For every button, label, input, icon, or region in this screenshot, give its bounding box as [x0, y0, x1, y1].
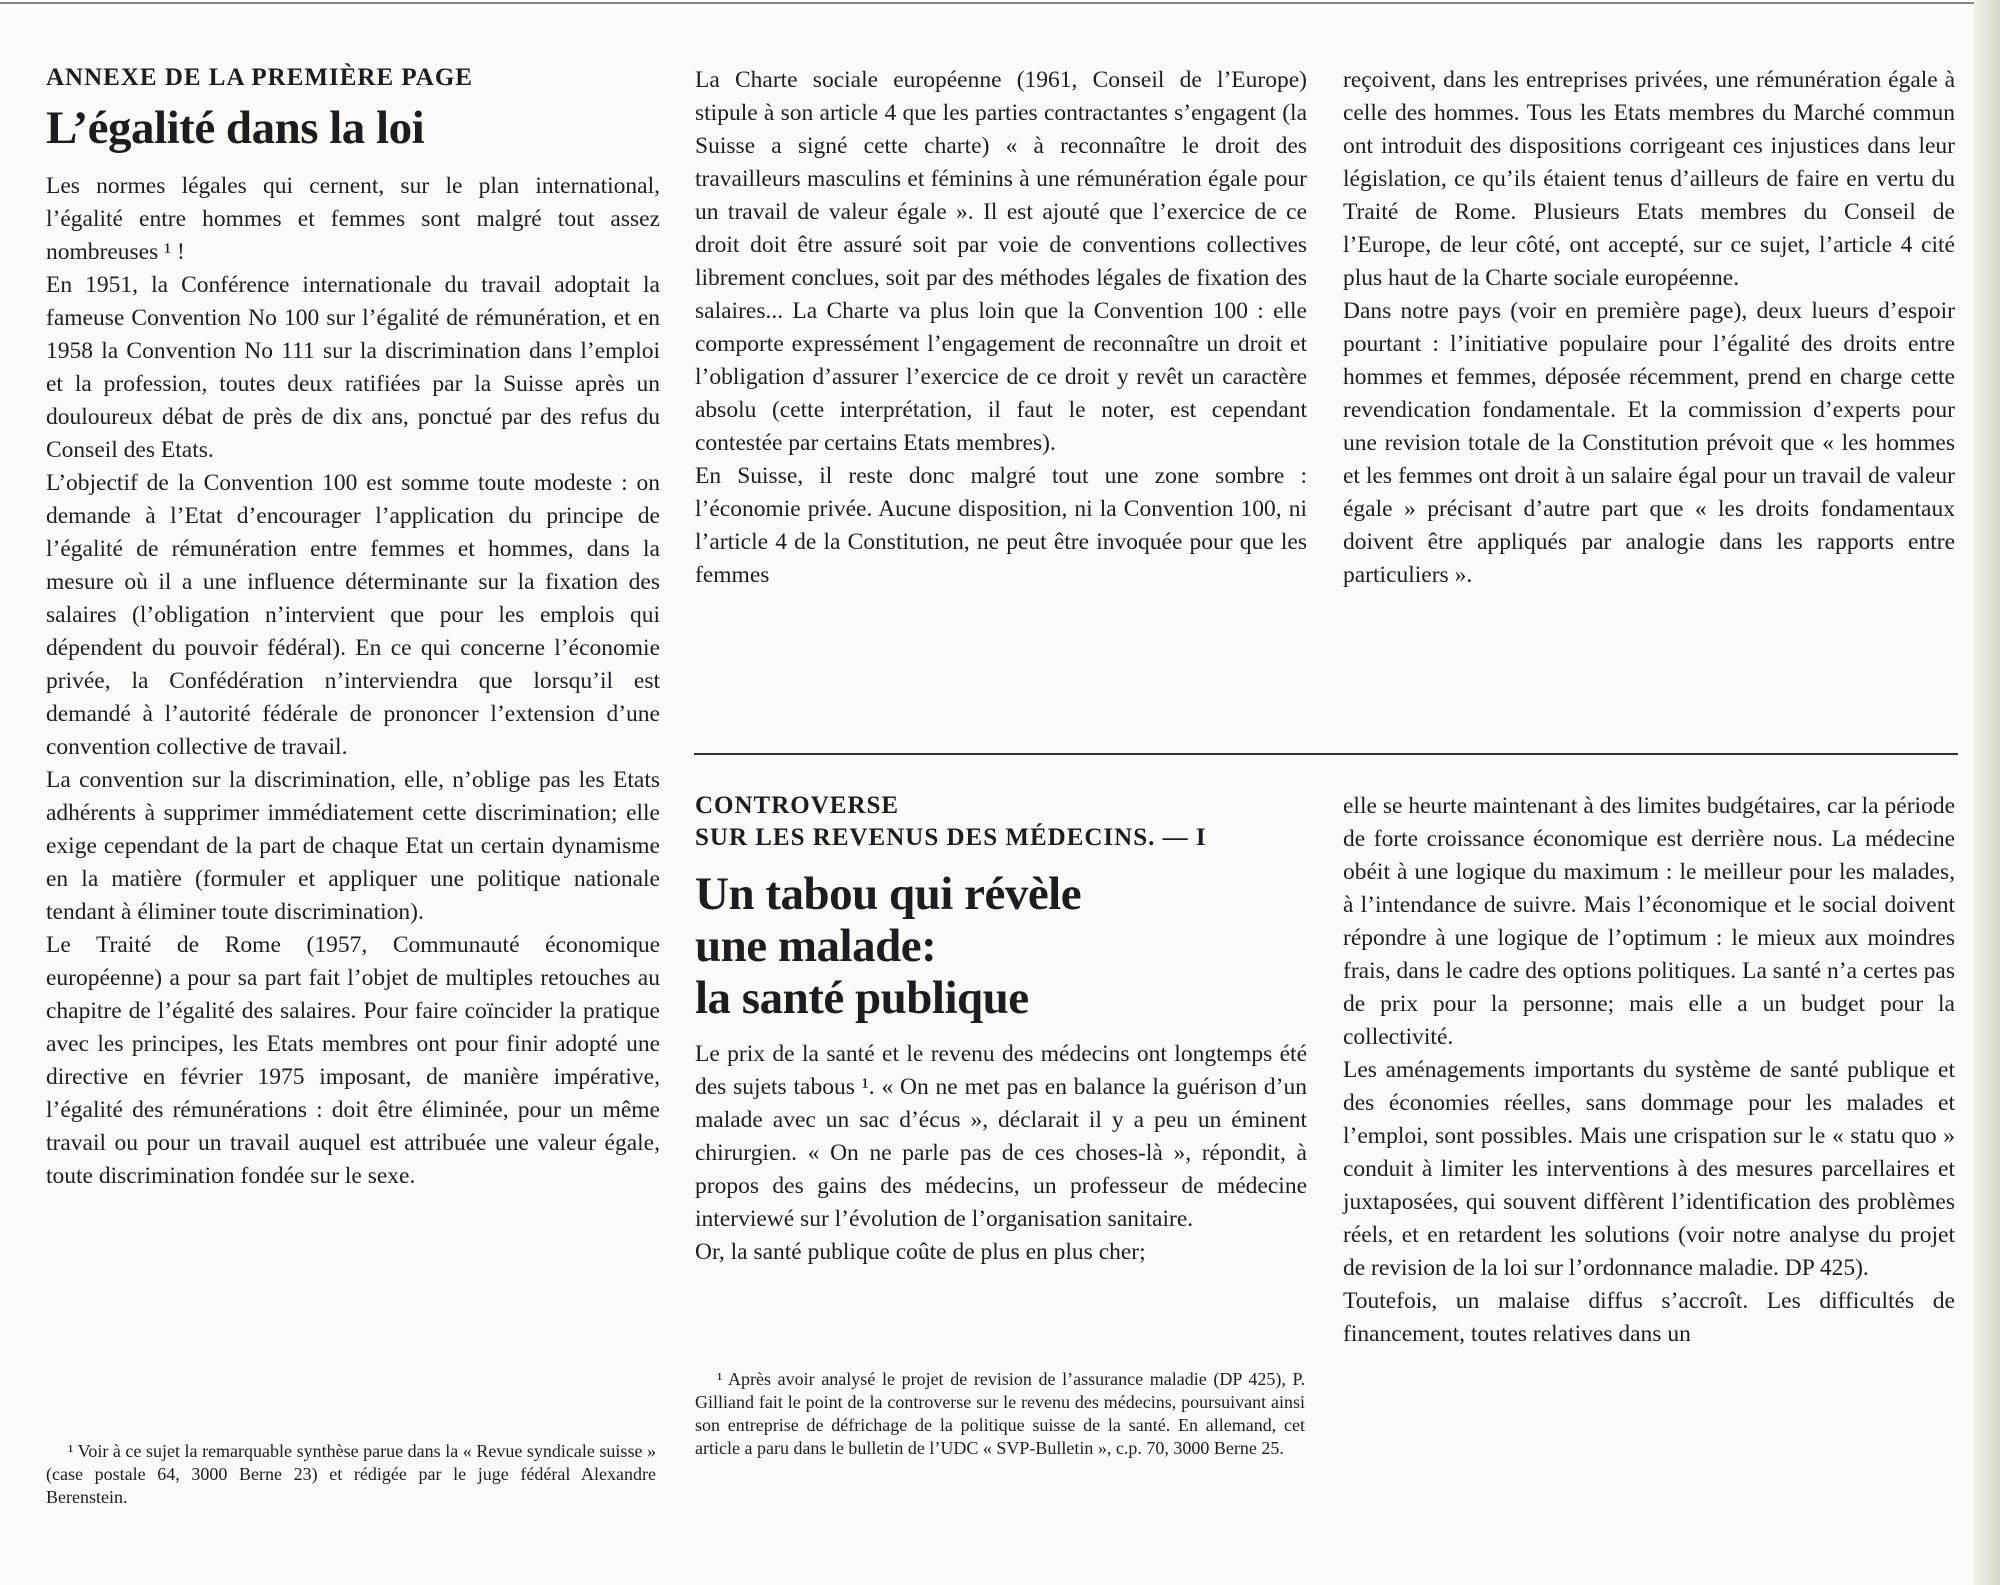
article2-title-line3: la santé publique	[695, 972, 1029, 1024]
article2-column-3	[1343, 790, 1955, 1351]
article2-column-2	[695, 790, 1307, 1269]
article2-paragraph: Or, la santé publique coûte de plus en plus cher;	[695, 1239, 1146, 1265]
article2-footnote: ¹ Après avoir analysé le projet de revision de l’assurance maladie (DP 425), P. Gilliand fait le point de la controverse sur le revenu des médecins, poursuivant ainsi son entreprise de défrichage de la politique suisse de la santé. En allemand, cet article a paru dans le bulletin de l’UDC « SVP-Bulletin », c.p. 70, 3000 Berne 25.	[695, 1369, 1305, 1458]
article2-title-line2: une malade:	[695, 920, 937, 972]
article2-title-line1: Un tabou qui révèle	[695, 868, 1082, 920]
article1-column-3	[1343, 64, 1955, 592]
article2-paragraph: Toutefois, un malaise diffus s’accroît. Les difficultés de financement, toutes relatives dans un	[1343, 1288, 1955, 1347]
article2-kicker-line1: CONTROVERSE	[695, 792, 900, 819]
article1-paragraph: Les normes légales qui cernent, sur le plan international, l’égalité entre hommes et femmes sont malgré tout assez nombreuses ¹ !	[46, 173, 660, 265]
article1-paragraph: En Suisse, il reste donc malgré tout une zone sombre : l’économie privée. Aucune disposition, ni la Convention 100, ni l’article 4 de la Constitution, ne peut être invoquée pour que les femmes	[695, 463, 1307, 588]
article1-paragraph: reçoivent, dans les entreprises privées, une rémunération égale à celle des hommes. Tous les Etats membres du Marché commun ont introduit des dispositions corrigeant ces injustices dans leur législation, ce qu’ils étaient tenus d’ailleurs de faire en vertu du Traité de Rome. Plusieurs Etats membres du Conseil de l’Europe, de leur côté, ont accepté, sur ce sujet, l’article 4 cité plus haut de la Charte sociale européenne.	[1343, 67, 1955, 291]
article2-title	[695, 868, 1307, 1024]
article2-kicker-line2: SUR LES REVENUS DES MÉDECINS. — I	[695, 824, 1207, 851]
article1-title: L’égalité dans la loi	[46, 102, 425, 154]
article1-paragraph: La convention sur la discrimination, elle, n’oblige pas les Etats adhérents à supprimer immédiatement cette discrimination; elle exige cependant de la part de chaque Etat un certain dynamisme en la matière (formuler et appliquer une politique nationale tendant à éliminer toute discrimination).	[46, 767, 660, 925]
article1-column-2	[695, 64, 1307, 592]
page-edge-shadow	[1974, 0, 2000, 1585]
article1-kicker: ANNEXE DE LA PREMIÈRE PAGE	[46, 64, 473, 91]
article1-paragraph: En 1951, la Conférence internationale du travail adoptait la fameuse Convention No 100 sur l’égalité de rémunération, et en 1958 la Convention No 111 sur la discrimination dans l’emploi et la profession, toutes deux ratifiées par la Suisse après un douloureux débat de près de dix ans, ponctué par des refus du Conseil des Etats.	[46, 272, 660, 463]
section-divider	[694, 753, 1958, 755]
article2-paragraph: Les aménagements importants du système de santé publique et des économies réelles, sans dommage pour les malades et l’emploi, sont possibles. Mais une crispation sur le « statu quo » conduit à limiter les interventions à des mesures parcellaires et juxtaposées, qui souvent diffèrent l’identification des problèmes réels, et en retardent les solutions (voir notre analyse du projet de revision de la loi sur l’ordonnance maladie. DP 425).	[1343, 1057, 1955, 1281]
article2-paragraph: elle se heurte maintenant à des limites budgétaires, car la période de forte croissance économique est derrière nous. La médecine obéit à une logique du maximum : le meilleur pour les malades, à l’intendance de suivre. Mais l’économique et le social doivent répondre à une logique de l’optimum : le mieux aux moindres frais, dans le cadre des options politiques. La santé n’a certes pas de prix pour la personne; mais elle a un budget pour la collectivité.	[1343, 793, 1955, 1050]
article1-paragraph: La Charte sociale européenne (1961, Conseil de l’Europe) stipule à son article 4 que les parties contractantes s’engagent (la Suisse a signé cette charte) « à reconnaître le droit des travailleurs masculins et féminins à une rémunération égale pour un travail de valeur égale ». Il est ajouté que l’exercice de ce droit doit être assuré soit par voie de conventions collectives librement conclues, soit par des méthodes légales de fixation des salaires... La Charte va plus loin que la Convention 100 : elle comporte expressément l’engagement de reconnaître un droit et l’obligation d’assurer l’exercice de ce droit y revêt un caractère absolu (cette interprétation, il faut le noter, est cependant contestée par certains Etats membres).	[695, 67, 1307, 456]
article1-column-1	[46, 62, 660, 1193]
article1-paragraph: L’objectif de la Convention 100 est somme toute modeste : on demande à l’Etat d’encourager l’application du principe de l’égalité de rémunération entre femmes et hommes, dans la mesure où il a une influence déterminante sur la fixation des salaires (l’obligation n’intervient que pour les emplois qui dépendent du pouvoir fédéral). En ce qui concerne l’économie privée, la Confédération n’interviendra que lorsqu’il est demandé à l’autorité fédérale de prononcer l’extension d’une convention collective de travail.	[46, 470, 660, 760]
article2-paragraph: Le prix de la santé et le revenu des médecins ont longtemps été des sujets tabous ¹. « On ne met pas en balance la guérison d’un malade avec un sac d’écus », déclarait il y a peu un éminent chirurgien. « On ne parle pas de ces choses-là », répondit, à propos des gains des médecins, un professeur de médecine interviewé sur l’évolution de l’organisation sanitaire.	[695, 1041, 1307, 1232]
article1-footnote: ¹ Voir à ce sujet la remarquable synthèse parue dans la « Revue syndicale suisse » (case postale 64, 3000 Berne 23) et rédigée par le juge fédéral Alexandre Berenstein.	[46, 1441, 656, 1507]
article1-paragraph: Le Traité de Rome (1957, Communauté économique européenne) a pour sa part fait l’objet de multiples retouches au chapitre de l’égalité des salaires. Pour faire coïncider la pratique avec les principes, les Etats membres ont pour finir adopté une directive en février 1975 imposant, de manière impérative, l’égalité des rémunérations : doit être éliminée, pour un même travail ou pour un travail auquel est attribuée une valeur égale, toute discrimination fondée sur le sexe.	[46, 932, 660, 1189]
article1-paragraph: Dans notre pays (voir en première page), deux lueurs d’espoir pourtant : l’initiative populaire pour l’égalité des droits entre hommes et femmes, déposée récemment, prend en charge cette revendication fondamentale. Et la commission d’experts pour une revision totale de la Constitution prévoit que « les hommes et les femmes ont droit à un salaire égal pour un travail de valeur égale » précisant d’autre part que « les droits fondamentaux doivent être appliqués par analogie dans les rapports entre particuliers ».	[1343, 298, 1955, 588]
top-border-line	[0, 2, 2000, 4]
